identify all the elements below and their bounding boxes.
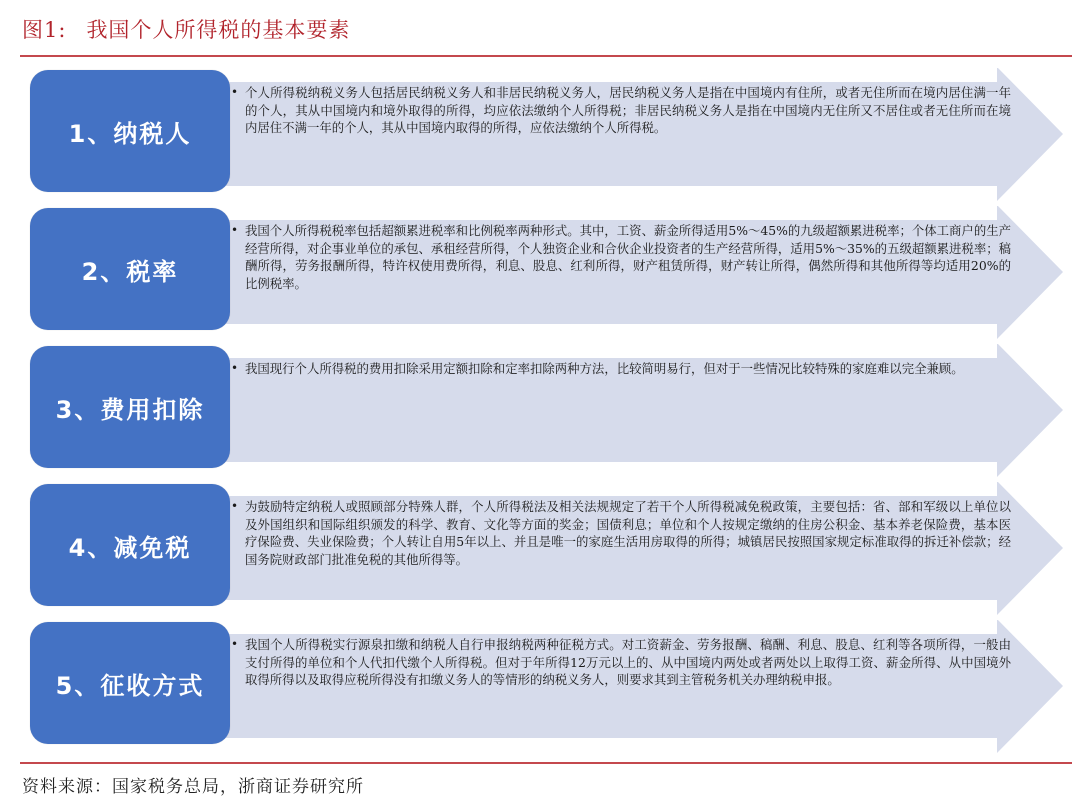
description-text: 个人所得税纳税义务人包括居民纳税义务人和非居民纳税义务人，居民纳税义务人是指在中国境内有住所，或者无住所而在境内居住满一年的个人，其从中国境内和境外取得的所得，均应依法缴纳个人所得税；非居民纳税义务人是指在中国境内无住所又不居住或者无住所而在境内居住不满一年的个人，其从中国境内取得的所得，应依法缴纳个人所得税。 xyxy=(245,85,1011,136)
bullet-icon: • xyxy=(231,499,239,513)
description xyxy=(231,360,1011,378)
label-box-tax-rate xyxy=(30,208,230,330)
label-box-taxpayer xyxy=(30,70,230,192)
element-row-taxpayer xyxy=(0,68,1080,192)
description-text: 为鼓励特定纳税人或照顾部分特殊人群，个人所得税法及相关法规规定了若干个人所得税减免税政策，主要包括：省、部和军级以上单位以及外国组织和国际组织颁发的科学、教育、文化等方面的奖金；国债利息；单位和个人按规定缴纳的住房公积金、基本养老保险费，基本医疗保险费、失业保险费；个人转让自用5年以上、并且是唯一的家庭生活用房取得的所得；城镇居民按照国家规定标准取得的拆迁补偿款；经国务院财政部门批准免税的其他所得等。 xyxy=(245,499,1011,567)
bullet-icon: • xyxy=(231,637,239,651)
element-row-collection xyxy=(0,620,1080,744)
figure-title xyxy=(22,14,350,44)
description xyxy=(231,84,1011,137)
description xyxy=(231,498,1011,568)
element-row-deduction xyxy=(0,344,1080,468)
element-row-tax-rate xyxy=(0,206,1080,330)
label-text: 1、纳税人 xyxy=(68,119,192,148)
figure-number: 图1: xyxy=(22,18,67,42)
label-box-deduction xyxy=(30,346,230,468)
description-text: 我国现行个人所得税的费用扣除采用定额扣除和定率扣除两种方法，比较简明易行，但对于一些情况比较特殊的家庭难以完全兼顾。 xyxy=(245,361,964,376)
label-text: 3、费用扣除 xyxy=(55,395,205,424)
label-box-exemption xyxy=(30,484,230,606)
label-text: 2、税率 xyxy=(81,257,179,286)
element-row-exemption xyxy=(0,482,1080,606)
description xyxy=(231,222,1011,292)
bottom-divider xyxy=(20,762,1072,764)
figure-title-text: 我国个人所得税的基本要素 xyxy=(86,18,351,42)
label-box-collection xyxy=(30,622,230,744)
label-text: 5、征收方式 xyxy=(55,671,205,700)
bullet-icon: • xyxy=(231,85,239,99)
bullet-icon: • xyxy=(231,223,239,237)
source-note: 资料来源：国家税务总局，浙商证券研究所 xyxy=(22,777,364,797)
description-text: 我国个人所得税税率包括超额累进税率和比例税率两种形式。其中，工资、薪金所得适用5%～45%的九级超额累进税率；个体工商户的生产经营所得，对企事业单位的承包、承租经营所得，个人独资企业和合伙企业投资者的生产经营所得，适用5%～35%的五级超额累进税率；稿酬所得，劳务报酬所得，特许权使用费所得，利息、股息、红利所得，财产租赁所得，财产转让所得，偶然所得和其他所得等均适用20%的比例税率。 xyxy=(245,223,1011,291)
description-text: 我国个人所得税实行源泉扣缴和纳税人自行申报纳税两种征税方式。对工资薪金、劳务报酬、稿酬、利息、股息、红利等各项所得，一般由支付所得的单位和个人代扣代缴个人所得税。但对于年所得12万元以上的、从中国境内两处或者两处以上取得工资、薪金所得、从中国境外取得所得以及取得应税所得没有扣缴义务人的等情形的纳税义务人，则要求其到主管税务机关办理纳税申报。 xyxy=(245,637,1011,688)
bullet-icon: • xyxy=(231,361,239,375)
description xyxy=(231,636,1011,689)
top-divider xyxy=(20,55,1072,57)
label-text: 4、减免税 xyxy=(68,533,192,562)
